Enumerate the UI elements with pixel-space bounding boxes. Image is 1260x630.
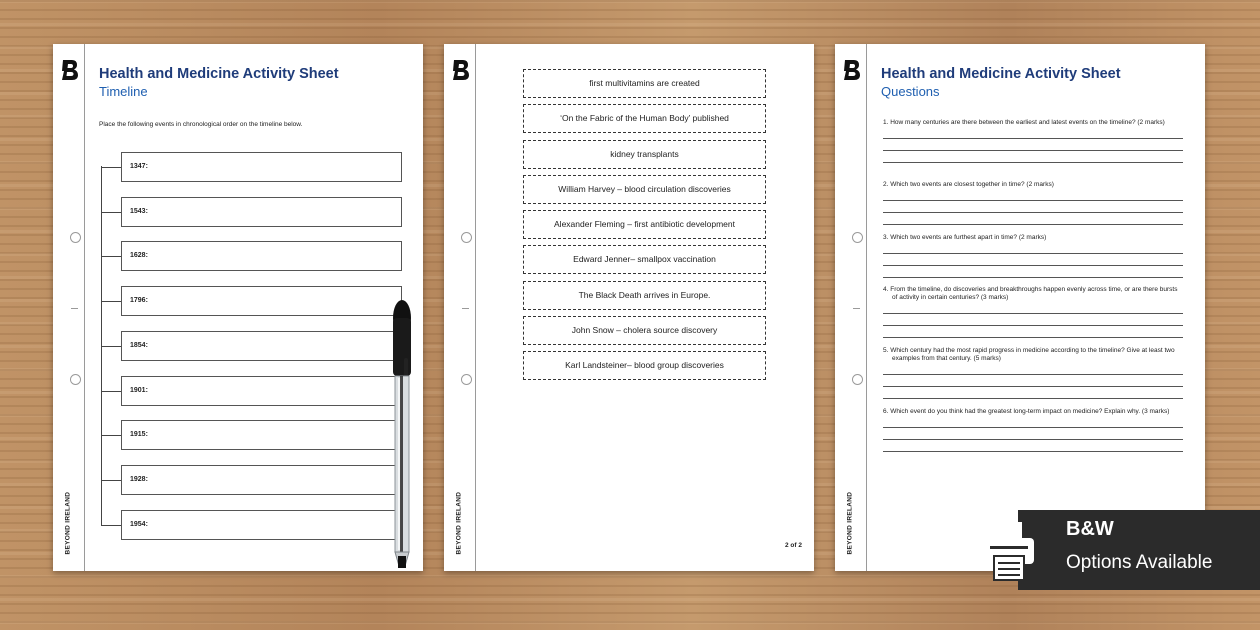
answer-line[interactable] xyxy=(883,337,1183,338)
answer-line[interactable] xyxy=(883,313,1183,314)
event-card[interactable]: The Black Death arrives in Europe. xyxy=(523,281,766,310)
question-block xyxy=(883,408,1183,452)
timeline-answer-box[interactable] xyxy=(121,465,402,495)
punch-hole xyxy=(70,374,81,385)
badge-subtitle: Options Available xyxy=(1066,552,1213,573)
punch-hole xyxy=(461,374,472,385)
event-card[interactable]: William Harvey – blood circulation discoveries xyxy=(523,175,766,204)
timeline-answer-box[interactable] xyxy=(121,510,402,540)
timeline-year: 1928: xyxy=(130,476,148,483)
event-cards-sheet xyxy=(444,44,814,571)
logo-icon xyxy=(452,58,469,82)
timeline-tick xyxy=(101,301,121,302)
answer-line[interactable] xyxy=(883,325,1183,326)
event-card[interactable]: first multivitamins are created xyxy=(523,69,766,98)
answer-line[interactable] xyxy=(883,253,1183,254)
question-block xyxy=(883,119,1183,163)
timeline-answer-box[interactable] xyxy=(121,286,402,316)
fold-mark xyxy=(462,308,469,309)
fold-mark xyxy=(71,308,78,309)
punch-hole xyxy=(461,232,472,243)
question-text: 2. Which two events are closest together in time? (2 marks) xyxy=(883,181,1054,188)
bw-options-badge xyxy=(1018,510,1260,590)
timeline-year: 1628: xyxy=(130,252,148,259)
answer-line[interactable] xyxy=(883,427,1183,428)
margin-line xyxy=(866,44,867,571)
event-card[interactable]: kidney transplants xyxy=(523,140,766,169)
timeline-tick xyxy=(101,435,121,436)
event-card[interactable]: John Snow – cholera source discovery xyxy=(523,316,766,345)
question-text: 6. Which event do you think had the greatest long-term impact on medicine? Explain why. (3 marks) xyxy=(883,408,1170,415)
timeline-year: 1543: xyxy=(130,208,148,215)
fold-mark xyxy=(853,308,860,309)
event-card[interactable]: Alexander Fleming – first antibiotic development xyxy=(523,210,766,239)
question-block xyxy=(883,286,1183,338)
margin-line xyxy=(84,44,85,571)
question-text: 5. Which century had the most rapid progress in medicine according to the timeline? Give at least two examples from that century. (5 marks) xyxy=(883,347,1175,362)
answer-line[interactable] xyxy=(883,439,1183,440)
timeline-year: 1915: xyxy=(130,431,148,438)
questions-sheet xyxy=(835,44,1205,571)
answer-line[interactable] xyxy=(883,451,1183,452)
answer-line[interactable] xyxy=(883,224,1183,225)
punch-hole xyxy=(70,232,81,243)
brand-label: BEYOND IRELAND xyxy=(64,491,72,555)
timeline-answer-box[interactable] xyxy=(121,376,402,406)
timeline-tick xyxy=(101,480,121,481)
timeline-year: 1347: xyxy=(130,163,148,170)
timeline-year: 1796: xyxy=(130,297,148,304)
timeline-tick xyxy=(101,256,121,257)
event-card[interactable]: Karl Landsteiner– blood group discoveries xyxy=(523,351,766,380)
brand-label: BEYOND IRELAND xyxy=(455,491,463,555)
timeline-answer-box[interactable] xyxy=(121,152,402,182)
answer-line[interactable] xyxy=(883,212,1183,213)
margin-line xyxy=(475,44,476,571)
timeline-tick xyxy=(101,167,121,168)
answer-line[interactable] xyxy=(883,386,1183,387)
question-block xyxy=(883,181,1183,225)
answer-line[interactable] xyxy=(883,150,1183,151)
answer-line[interactable] xyxy=(883,200,1183,201)
timeline-tick xyxy=(101,346,121,347)
logo-icon xyxy=(843,58,860,82)
timeline-year: 1954: xyxy=(130,521,148,528)
punch-hole xyxy=(852,232,863,243)
question-text: 4. From the timeline, do discoveries and breakthroughs happen evenly across time, or are there bursts of activity in certain centuries? (3 marks) xyxy=(883,286,1178,301)
sheet-title: Health and Medicine Activity Sheet xyxy=(881,66,1121,82)
question-block xyxy=(883,234,1183,278)
answer-line[interactable] xyxy=(883,265,1183,266)
timeline-year: 1854: xyxy=(130,342,148,349)
sheet-subtitle: Questions xyxy=(881,84,940,99)
logo-icon xyxy=(61,58,78,82)
timeline-tick xyxy=(101,212,121,213)
answer-line[interactable] xyxy=(883,374,1183,375)
question-text: 1. How many centuries are there between the earliest and latest events on the timeline? (2 marks) xyxy=(883,119,1165,126)
answer-line[interactable] xyxy=(883,398,1183,399)
timeline-year: 1901: xyxy=(130,387,148,394)
event-card[interactable]: Edward Jenner– smallpox vaccination xyxy=(523,245,766,274)
badge-title: B&W xyxy=(1066,518,1114,540)
timeline-tick xyxy=(101,525,121,526)
timeline-answer-box[interactable] xyxy=(121,197,402,227)
page-number: 2 of 2 xyxy=(785,542,802,549)
answer-line[interactable] xyxy=(883,277,1183,278)
brand-label: BEYOND IRELAND xyxy=(846,491,854,555)
answer-line[interactable] xyxy=(883,138,1183,139)
sheet-title: Health and Medicine Activity Sheet xyxy=(99,66,339,82)
question-text: 3. Which two events are furthest apart in time? (2 marks) xyxy=(883,234,1047,241)
punch-hole xyxy=(852,374,863,385)
timeline-answer-box[interactable] xyxy=(121,420,402,450)
sheet-subtitle: Timeline xyxy=(99,84,148,99)
pen-icon xyxy=(384,298,424,570)
timeline-sheet xyxy=(53,44,423,571)
timeline-tick xyxy=(101,391,121,392)
question-block xyxy=(883,347,1183,399)
printer-icon xyxy=(982,518,1052,584)
instruction-text: Place the following events in chronological order on the timeline below. xyxy=(99,121,303,128)
timeline-answer-box[interactable] xyxy=(121,331,402,361)
event-card[interactable]: ‘On the Fabric of the Human Body’ published xyxy=(523,104,766,133)
timeline-answer-box[interactable] xyxy=(121,241,402,271)
answer-line[interactable] xyxy=(883,162,1183,163)
